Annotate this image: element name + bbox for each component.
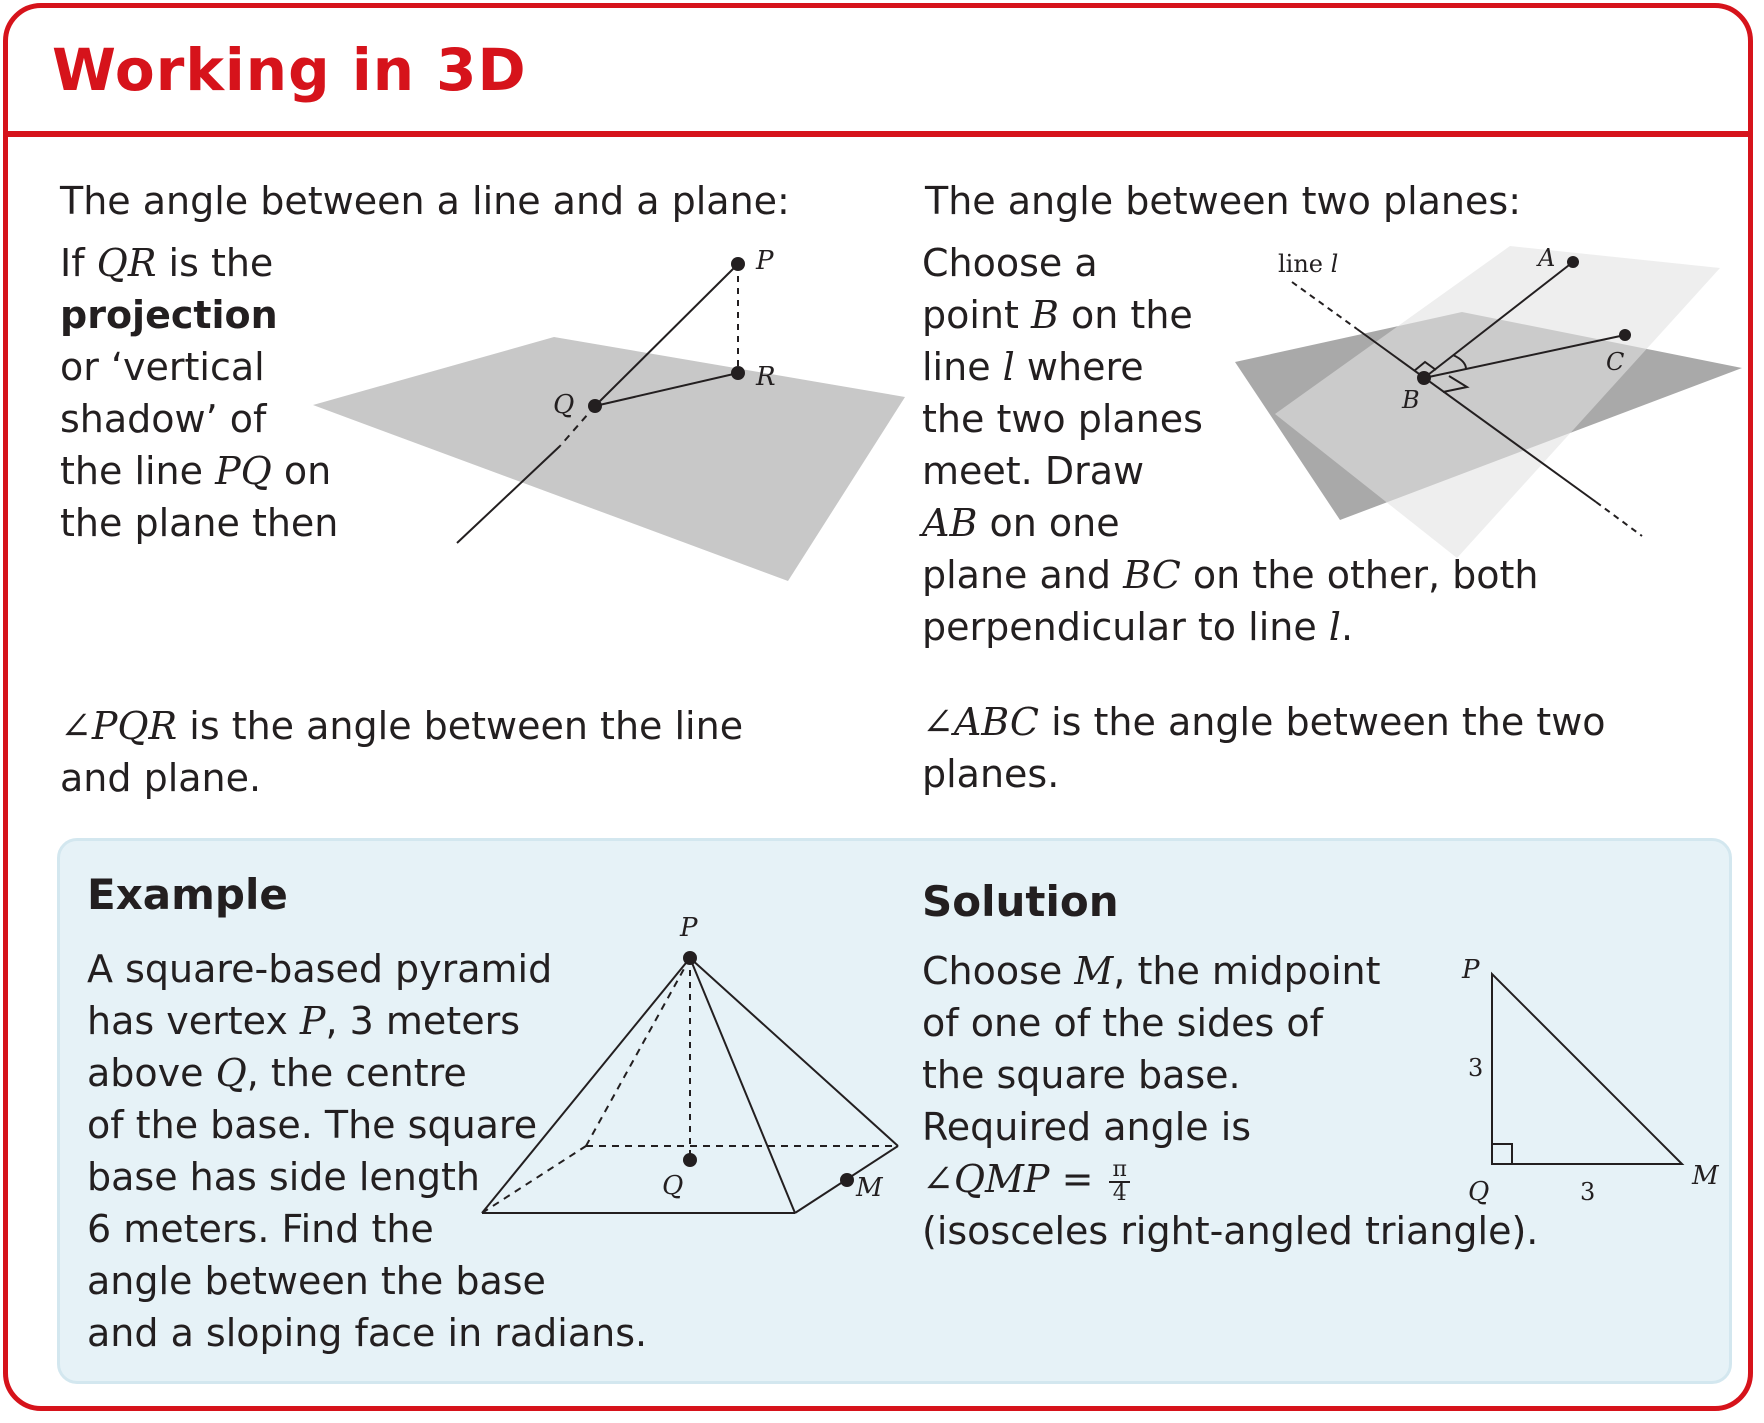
pyramid-diagram — [470, 900, 910, 1230]
label-p: P — [1462, 955, 1480, 985]
label-p: P — [756, 246, 774, 276]
solution-heading: Solution — [922, 877, 1119, 926]
right-triangle-diagram — [1450, 940, 1750, 1210]
two-planes-conclusion-2: planes. — [922, 752, 1060, 796]
fraction-pi-over-4: $\frac{\pi}{4}$ — [1109, 1159, 1129, 1205]
line-plane-conclusion-2: and plane. — [60, 756, 262, 800]
edge-p-back-right — [690, 958, 898, 1146]
two-planes-heading: The angle between two planes: — [925, 179, 1521, 223]
base-left-edge — [482, 1146, 586, 1213]
label-q: Q — [553, 390, 575, 420]
line-plane-conclusion-1: ∠PQR is the angle between the line — [60, 704, 744, 748]
point-c — [1619, 329, 1631, 341]
side-label-qm: 3 — [1580, 1178, 1596, 1206]
example-heading: Example — [87, 870, 288, 919]
line-l-upper — [1292, 282, 1357, 329]
label-p: P — [680, 913, 698, 943]
line-plane-diagram — [300, 240, 920, 600]
projection-term: projection — [60, 293, 278, 337]
label-m: M — [856, 1173, 883, 1203]
side-label-pq: 3 — [1468, 1054, 1484, 1082]
label-q: Q — [662, 1171, 684, 1201]
label-q: Q — [1468, 1177, 1490, 1207]
point-a — [1567, 256, 1579, 268]
title-divider — [8, 131, 1753, 137]
page-title: Working in 3D — [52, 36, 527, 104]
plane-shape — [313, 337, 905, 581]
triangle-qmp — [1492, 974, 1682, 1164]
two-planes-diagram — [1230, 240, 1750, 570]
edge-p-front-left — [482, 958, 690, 1213]
label-b: B — [1402, 386, 1420, 414]
point-q — [588, 399, 602, 413]
label-a: A — [1538, 244, 1556, 272]
edge-p-front-right — [690, 958, 795, 1213]
label-c: C — [1606, 348, 1625, 376]
point-p — [683, 951, 697, 965]
point-b — [1417, 371, 1431, 385]
edge-p-back-left — [586, 958, 690, 1146]
point-m — [840, 1173, 854, 1187]
label-r: R — [756, 362, 776, 392]
right-angle-marker-q — [1492, 1144, 1512, 1164]
line-plane-heading: The angle between a line and a plane: — [60, 179, 790, 223]
point-q — [683, 1153, 697, 1167]
label-line-l: line l — [1278, 250, 1339, 278]
solution-equation: ∠QMP = $\frac{\pi}{4}$ — [922, 1153, 1130, 1205]
label-m: M — [1692, 1161, 1719, 1191]
point-p — [731, 257, 745, 271]
line-l-lower — [1596, 502, 1642, 536]
point-r — [731, 366, 745, 380]
two-planes-conclusion-1: ∠ABC is the angle between the two — [922, 700, 1606, 744]
